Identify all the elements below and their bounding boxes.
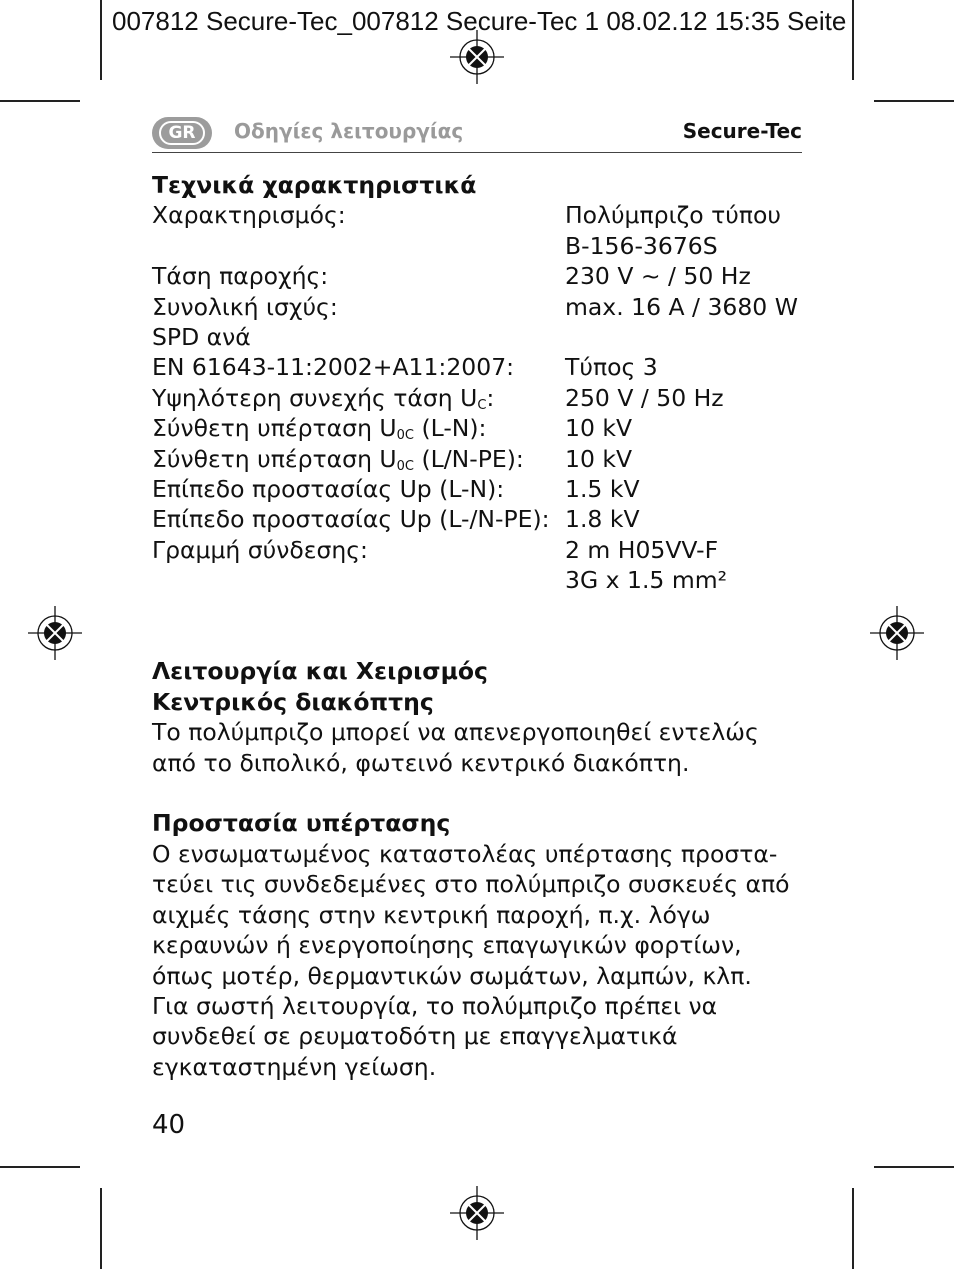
- spec-value-line: 10 kV: [565, 444, 633, 473]
- spec-label-text: (L/N-PE):: [414, 444, 524, 473]
- spec-value-line: 250 V / 50 Hz: [565, 383, 724, 412]
- spec-value-line: 1.5 kV: [565, 475, 640, 504]
- spec-label: Γραμμή σύνδεσης:: [152, 535, 368, 564]
- operation-paragraph: [152, 717, 812, 778]
- protection-heading: Προστασία υπέρτασης: [152, 809, 451, 838]
- page-header: [152, 116, 802, 153]
- paragraph-line: αιχμές τάσης στην κεντρική παροχή, π.χ. λόγω: [152, 900, 711, 929]
- spec-value: [565, 444, 812, 474]
- spec-label: EN 61643-11:2002+A11:2007:: [152, 353, 515, 382]
- spec-value: [565, 352, 812, 382]
- spec-value: [565, 504, 812, 534]
- spec-row: [152, 413, 812, 443]
- specs-table: [152, 200, 812, 595]
- crop-mark-bottom-right-v: [852, 1188, 854, 1269]
- spec-row: [152, 474, 812, 504]
- spec-value-line: 10 kV: [565, 414, 633, 443]
- spec-value: [565, 200, 812, 261]
- language-code: GR: [159, 121, 204, 145]
- operation-subheading: Κεντρικός διακόπτης: [152, 687, 434, 716]
- spec-label-text: :: [486, 383, 495, 412]
- spec-value: [565, 413, 812, 443]
- spec-value-line: max. 16 A / 3680 W: [565, 292, 798, 321]
- page-number: 40: [152, 1110, 186, 1140]
- operation-heading: Λειτουργία και Χειρισμός: [152, 657, 488, 686]
- spec-label: Συνολική ισχύς:: [152, 292, 338, 321]
- product-name: Secure-Tec: [682, 119, 802, 143]
- registration-mark-icon: [450, 30, 504, 84]
- spec-value-line: Πολύμπριζο τύπου: [565, 201, 782, 230]
- registration-mark-icon: [28, 606, 82, 660]
- spacer: [152, 596, 812, 626]
- paragraph-line: συνδεθεί σε ρευματοδότη με επαγγελματικά: [152, 1022, 678, 1051]
- paragraph-line: εγκαταστημένη γείωση.: [152, 1052, 437, 1081]
- spec-label: [152, 383, 565, 413]
- page-content: [152, 170, 812, 1082]
- registration-mark-icon: [870, 606, 924, 660]
- crop-mark-bottom-left-v: [100, 1188, 102, 1269]
- spec-row: [152, 504, 812, 534]
- spec-value-line: 1.8 kV: [565, 505, 640, 534]
- paragraph-line: από το διπολικό, φωτεινό κεντρικό διακόπτη.: [152, 748, 690, 777]
- spec-value: [565, 474, 812, 504]
- spec-row: [152, 200, 812, 261]
- spec-value-line: 2 m H05VV-F: [565, 535, 719, 564]
- spec-label-subscript: C: [477, 397, 487, 413]
- manual-title: Οδηγίες λειτουργίας: [234, 119, 464, 143]
- paragraph-line: όπως μοτέρ, θερμαντικών σωμάτων, λαμπών, κλπ.: [152, 961, 752, 990]
- paragraph-line: Το πολύμπριζο μπορεί να απενεργοποιηθεί εντελώς: [152, 718, 759, 747]
- paragraph-line: Για σωστή λειτουργία, το πολύμπριζο πρέπει να: [152, 991, 718, 1020]
- crop-mark-top-right-v: [852, 0, 854, 80]
- spec-label: Επίπεδο προστασίας Up (L-/N-PE):: [152, 505, 550, 534]
- crop-mark-top-left-h: [0, 100, 80, 102]
- spec-label-text: Υψηλότερη συνεχής τάση U: [152, 383, 478, 412]
- spec-row: [152, 292, 812, 322]
- spec-label: Χαρακτηρισμός:: [152, 201, 346, 230]
- registration-mark-icon: [450, 1186, 504, 1240]
- paragraph-line: τεύει τις συνδεδεμένες στο πολύμπριζο συσκευές από: [152, 870, 790, 899]
- specs-heading: Τεχνικά χαρακτηριστικά: [152, 171, 477, 199]
- spec-label: [152, 413, 565, 443]
- spec-label: [152, 444, 565, 474]
- spec-label-text: (L-N):: [414, 414, 487, 443]
- spec-value: [565, 261, 812, 291]
- crop-mark-bottom-right-h: [874, 1166, 954, 1168]
- spec-label: Τάση παροχής:: [152, 262, 329, 291]
- spec-value: [565, 383, 812, 413]
- spacer: [152, 626, 812, 656]
- spec-row: [152, 322, 812, 352]
- spec-value: [565, 535, 812, 596]
- spec-label-subscript: 0C: [396, 458, 414, 474]
- spec-row: [152, 352, 812, 382]
- protection-paragraph: [152, 839, 812, 1082]
- spec-label: Επίπεδο προστασίας Up (L-N):: [152, 475, 505, 504]
- spec-label: SPD ανά: [152, 323, 251, 352]
- crop-mark-top-left-v: [100, 0, 102, 80]
- spec-row: [152, 444, 812, 474]
- spec-value: [565, 292, 812, 322]
- spec-value-line: 3G x 1.5 mm²: [565, 566, 728, 595]
- spec-row: [152, 261, 812, 291]
- spec-value-line: B-156-3676S: [565, 231, 718, 260]
- spacer: [152, 778, 812, 808]
- spec-row: [152, 383, 812, 413]
- spec-label-subscript: 0C: [396, 428, 414, 444]
- paragraph-line: κεραυνών ή ενεργοποίησης επαγωγικών φορτίων,: [152, 931, 742, 960]
- spec-row: [152, 535, 812, 596]
- paragraph-line: Ο ενσωματωμένος καταστολέας υπέρτασης προστα-: [152, 839, 778, 868]
- spec-value-line: 230 V ~ / 50 Hz: [565, 262, 751, 291]
- spec-label-text: Σύνθετη υπέρταση U: [152, 444, 397, 473]
- crop-mark-bottom-left-h: [0, 1166, 80, 1168]
- crop-mark-top-right-h: [874, 100, 954, 102]
- language-badge: [152, 117, 212, 149]
- spec-value-line: Τύπος 3: [565, 353, 658, 382]
- spec-label-text: Σύνθετη υπέρταση U: [152, 414, 397, 443]
- print-slug: 007812 Secure-Tec_007812 Secure-Tec 1 08.02.12 15:35 Seite: [112, 6, 847, 36]
- spec-value: [565, 322, 812, 352]
